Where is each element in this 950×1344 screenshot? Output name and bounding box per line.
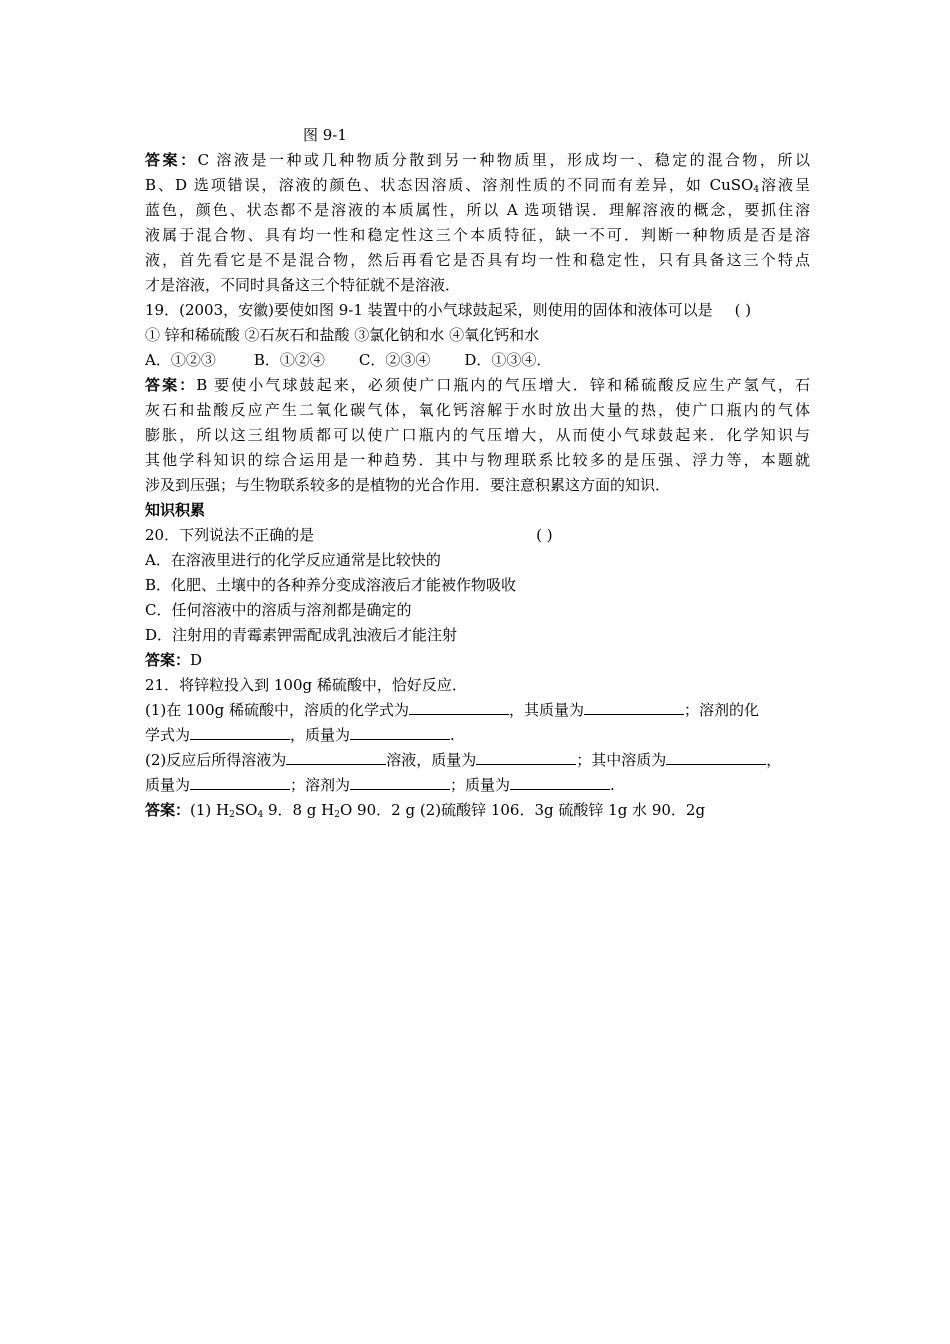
q19-answer-line-4: 其他学科知识的综合运用是一种趋势．其中与物理联系比较多的是压强、浮力等，本题就 (145, 451, 810, 469)
q19-options (145, 348, 810, 373)
figure-caption: 图 9-1 (303, 126, 347, 144)
q21-part2-line2: 质量为 ；溶剂为 ；质量为 . (145, 776, 615, 794)
q18-answer-line-6: 才是溶液，不同时具备这三个特征就不是溶液． (145, 276, 461, 294)
q20-option-d: D．注射用的青霉素钾需配成乳浊液后才能注射 (145, 626, 458, 644)
fill-blank[interactable] (666, 749, 766, 765)
q21-part1-line1: (1)在 100g 稀硫酸中，溶质的化学式为 ，其质量为 ；溶剂的化 (145, 701, 760, 719)
q20-option-c: C．任何溶液中的溶质与溶剂都是确定的 (145, 601, 412, 619)
q20-option-a: A．在溶液里进行的化学反应通常是比较快的 (145, 551, 441, 569)
q19-answer-line-2: 灰石和盐酸反应产生二氧化碳气体，氧化钙溶解于水时放出大量的热，使广口瓶内的气体 (145, 401, 810, 419)
answer-label: 答案： (145, 151, 198, 169)
document-body (145, 123, 810, 823)
q21-part2-line1: (2)反应后所得溶液为 溶液，质量为 ；其中溶质为 ， (145, 751, 782, 769)
fill-blank[interactable] (190, 724, 290, 740)
fill-blank[interactable] (510, 774, 610, 790)
fill-blank[interactable] (286, 749, 386, 765)
q18-answer-line-2: B、D 选项错误，溶液的颜色、状态因溶质、溶剂性质的不同而有差异，如 CuSO$_4$溶液呈 (145, 176, 810, 195)
q19-answer-paren: ( ) (734, 301, 752, 319)
q20-answer-paren: ( ) (536, 526, 553, 544)
section-title: 知识积累 (145, 501, 206, 519)
fill-blank[interactable] (409, 699, 509, 715)
q18-answer-line-3: 蓝色，颜色、状态都不是溶液的本质属性，所以 A 选项错误．理解溶液的概念，要抓住溶 (145, 201, 810, 219)
q19-answer-line-5: 涉及到压强；与生物联系较多的是植物的光合作用．要注意积累这方面的知识． (145, 476, 671, 494)
answer-label: 答案： (145, 376, 197, 394)
q19-option-d: D．①③④． (464, 351, 552, 369)
q19-answer-line-3: 膨胀，所以这三组物质都可以使广口瓶内的气压增大，从而使小气球鼓起来．化学知识与 (145, 426, 810, 444)
q20-option-b: B．化肥、土壤中的各种养分变成溶液后才能被作物吸收 (145, 576, 517, 594)
q18-answer-line-5: 液，首先看它是不是混合物，然后再看它是否具有均一性和稳定性，只有具备这三个特点 (145, 251, 810, 269)
fill-blank[interactable] (476, 749, 576, 765)
q19-option-c: C．②③④ (358, 351, 431, 369)
q21-stem: 21．将锌粒投入到 100g 稀硫酸中，恰好反应． (145, 676, 467, 694)
answer-label: 答案： (145, 801, 191, 819)
fill-blank[interactable] (190, 774, 290, 790)
fill-blank[interactable] (584, 699, 684, 715)
fill-blank[interactable] (350, 774, 450, 790)
q20-answer: 答案：D (145, 651, 203, 669)
q19-option-b: B．①②④ (253, 351, 325, 369)
fill-blank[interactable] (350, 724, 450, 740)
q19-option-a: A．①②③ (145, 351, 216, 369)
q21-part1-line2: 学式为 ，质量为 . (145, 726, 455, 744)
q18-answer-line-1: 答案：C 溶液是一种或几种物质分散到另一种物质里，形成均一、稳定的混合物，所以 (145, 151, 810, 169)
q18-answer-line-4: 液属于混合物、具有均一性和稳定性这三个本质特征，缺一不可．判断一种物质是否是溶 (145, 226, 810, 244)
q21-answer: 答案：(1) $H_2SO_4$ 9．8 g $H_2O$ 90．2 g (2)硫酸锌 106．3g 硫酸锌 1g 水 90．2g (145, 801, 706, 820)
q19-stem: 19．(2003，安徽)要使如图 9-1 装置中的小气球鼓起采，则使用的固体和液体可以是 ( ) (145, 298, 810, 323)
q19-items: ① 锌和稀硫酸 ②石灰石和盐酸 ③氯化钠和水 ④氧化钙和水 (145, 326, 540, 344)
q20-stem: 20．下列说法不正确的是 ( ) (145, 523, 810, 548)
q19-answer-line-1: 答案：B 要使小气球鼓起来，必须使广口瓶内的气压增大．锌和稀硫酸反应生产氢气，石 (145, 376, 810, 394)
answer-label: 答案： (145, 651, 191, 669)
